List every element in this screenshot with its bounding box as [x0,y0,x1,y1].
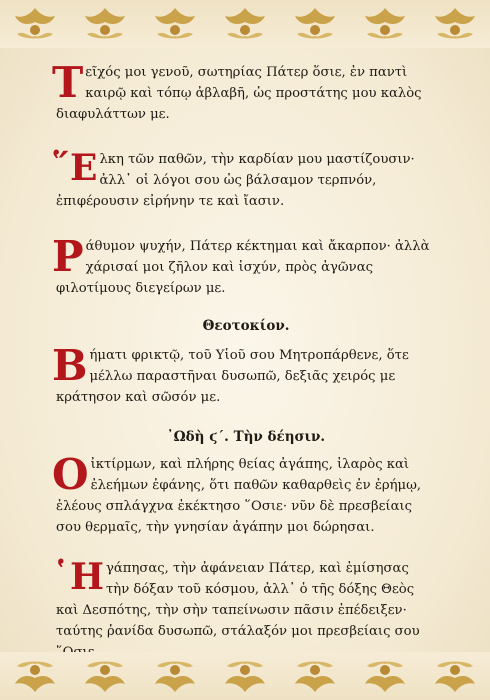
floral-ornament-icon [427,4,483,44]
drop-cap-initial: Β [52,341,88,390]
floral-ornament-bottom-icon [0,652,490,700]
ode-stanza-2 [52,556,436,663]
floral-ornament-icon [147,4,203,44]
theotokion-stanza [52,341,436,408]
stanza-1 [52,58,436,125]
floral-ornament-icon [7,656,63,696]
floral-ornament-icon [217,4,273,44]
floral-ornament-icon [357,656,413,696]
stanza-text: ἰκτίρμων, καὶ πλήρης θείας ἀγάπης, ἱλαρὸς καὶ ἐλεήμων ἐφάνης, ὅτι παθῶν καθαρθεὶς ἐν ἐρήμῳ, ἐλέους σπλάγχνα ἐκέκτησο ῞Οσιε· νῦν δὲ πρεσβείαις σου θερμαῖς, τὴν γνησίαν ἀγάπην μοι δώρησαι. [56,457,422,535]
floral-ornament-icon [287,4,343,44]
drop-cap-initial: ῾Η [52,556,105,598]
floral-ornament-icon [147,656,203,696]
drop-cap-initial: ῞Ε [52,147,98,189]
floral-ornament-icon [77,4,133,44]
stanza-text: ήματι φρικτῷ, τοῦ Υἱοῦ σου Μητροπάρθενε, ὅτε μέλλω παραστῆναι δυσωπῶ, δεξιᾶς χειρός με κράτησον καὶ σῶσόν με. [56,348,409,405]
floral-ornament-icon [7,4,63,44]
floral-ornament-icon [427,656,483,696]
stanza-text: λκη τῶν παθῶν, τὴν καρδίαν μου μαστίζουσιν· ἀλλ᾽ οἱ λόγοι σου ὡς βάλσαμον τερπνόν, ἐπιφέρουσιν εἰρήνην τε καὶ ἴασιν. [56,152,415,209]
stanza-2 [52,147,436,212]
stanza-text: γάπησας, τὴν ἀφάνειαν Πάτερ, καὶ ἐμίσησας τὴν δόξαν τοῦ κόσμου, ἀλλ᾽ ὁ τῆς δόξης Θεὸς καὶ Δεσπότης, τὴν σὴν ταπείνωσιν πᾶσιν ἐπέδειξεν· ταύτης ῥανίδα δυσωπῶ, στάλαξόν μοι πρεσβείαις σου [56,561,420,639]
stanza-text: εῖχός μοι γενοῦ, σωτηρίας Πάτερ ὅσιε, ἐν παντὶ καιρῷ καὶ τόπῳ ἀβλαβῆ, ὡς προστάτης μου καλὸς διαφυλάττων με. [56,65,422,122]
stanza-3 [52,232,436,299]
drop-cap-initial: Ο [52,450,89,499]
ode-stanza-1 [52,450,436,538]
floral-ornament-icon [77,656,133,696]
ode-heading: ᾿Ωδὴ ϛ΄. Τὴν δέησιν. [166,429,326,445]
floral-ornament-top-icon [0,0,490,48]
floral-ornament-icon [217,656,273,696]
hymn-text [52,58,436,663]
drop-cap-initial: Ρ [52,232,84,281]
drop-cap-initial: Τ [52,58,84,107]
stanza-text: άθυμον ψυχήν, Πάτερ κέκτημαι καὶ ἄκαρπον· ἀλλὰ χάρισαί μοι ζῆλον καὶ ἰσχύν, πρὸς ἀγῶνας φιλοτίμους διεγείρων με. [56,239,430,296]
floral-ornament-icon [357,4,413,44]
floral-ornament-icon [287,656,343,696]
theotokion-heading: Θεοτοκίον. [202,318,290,334]
